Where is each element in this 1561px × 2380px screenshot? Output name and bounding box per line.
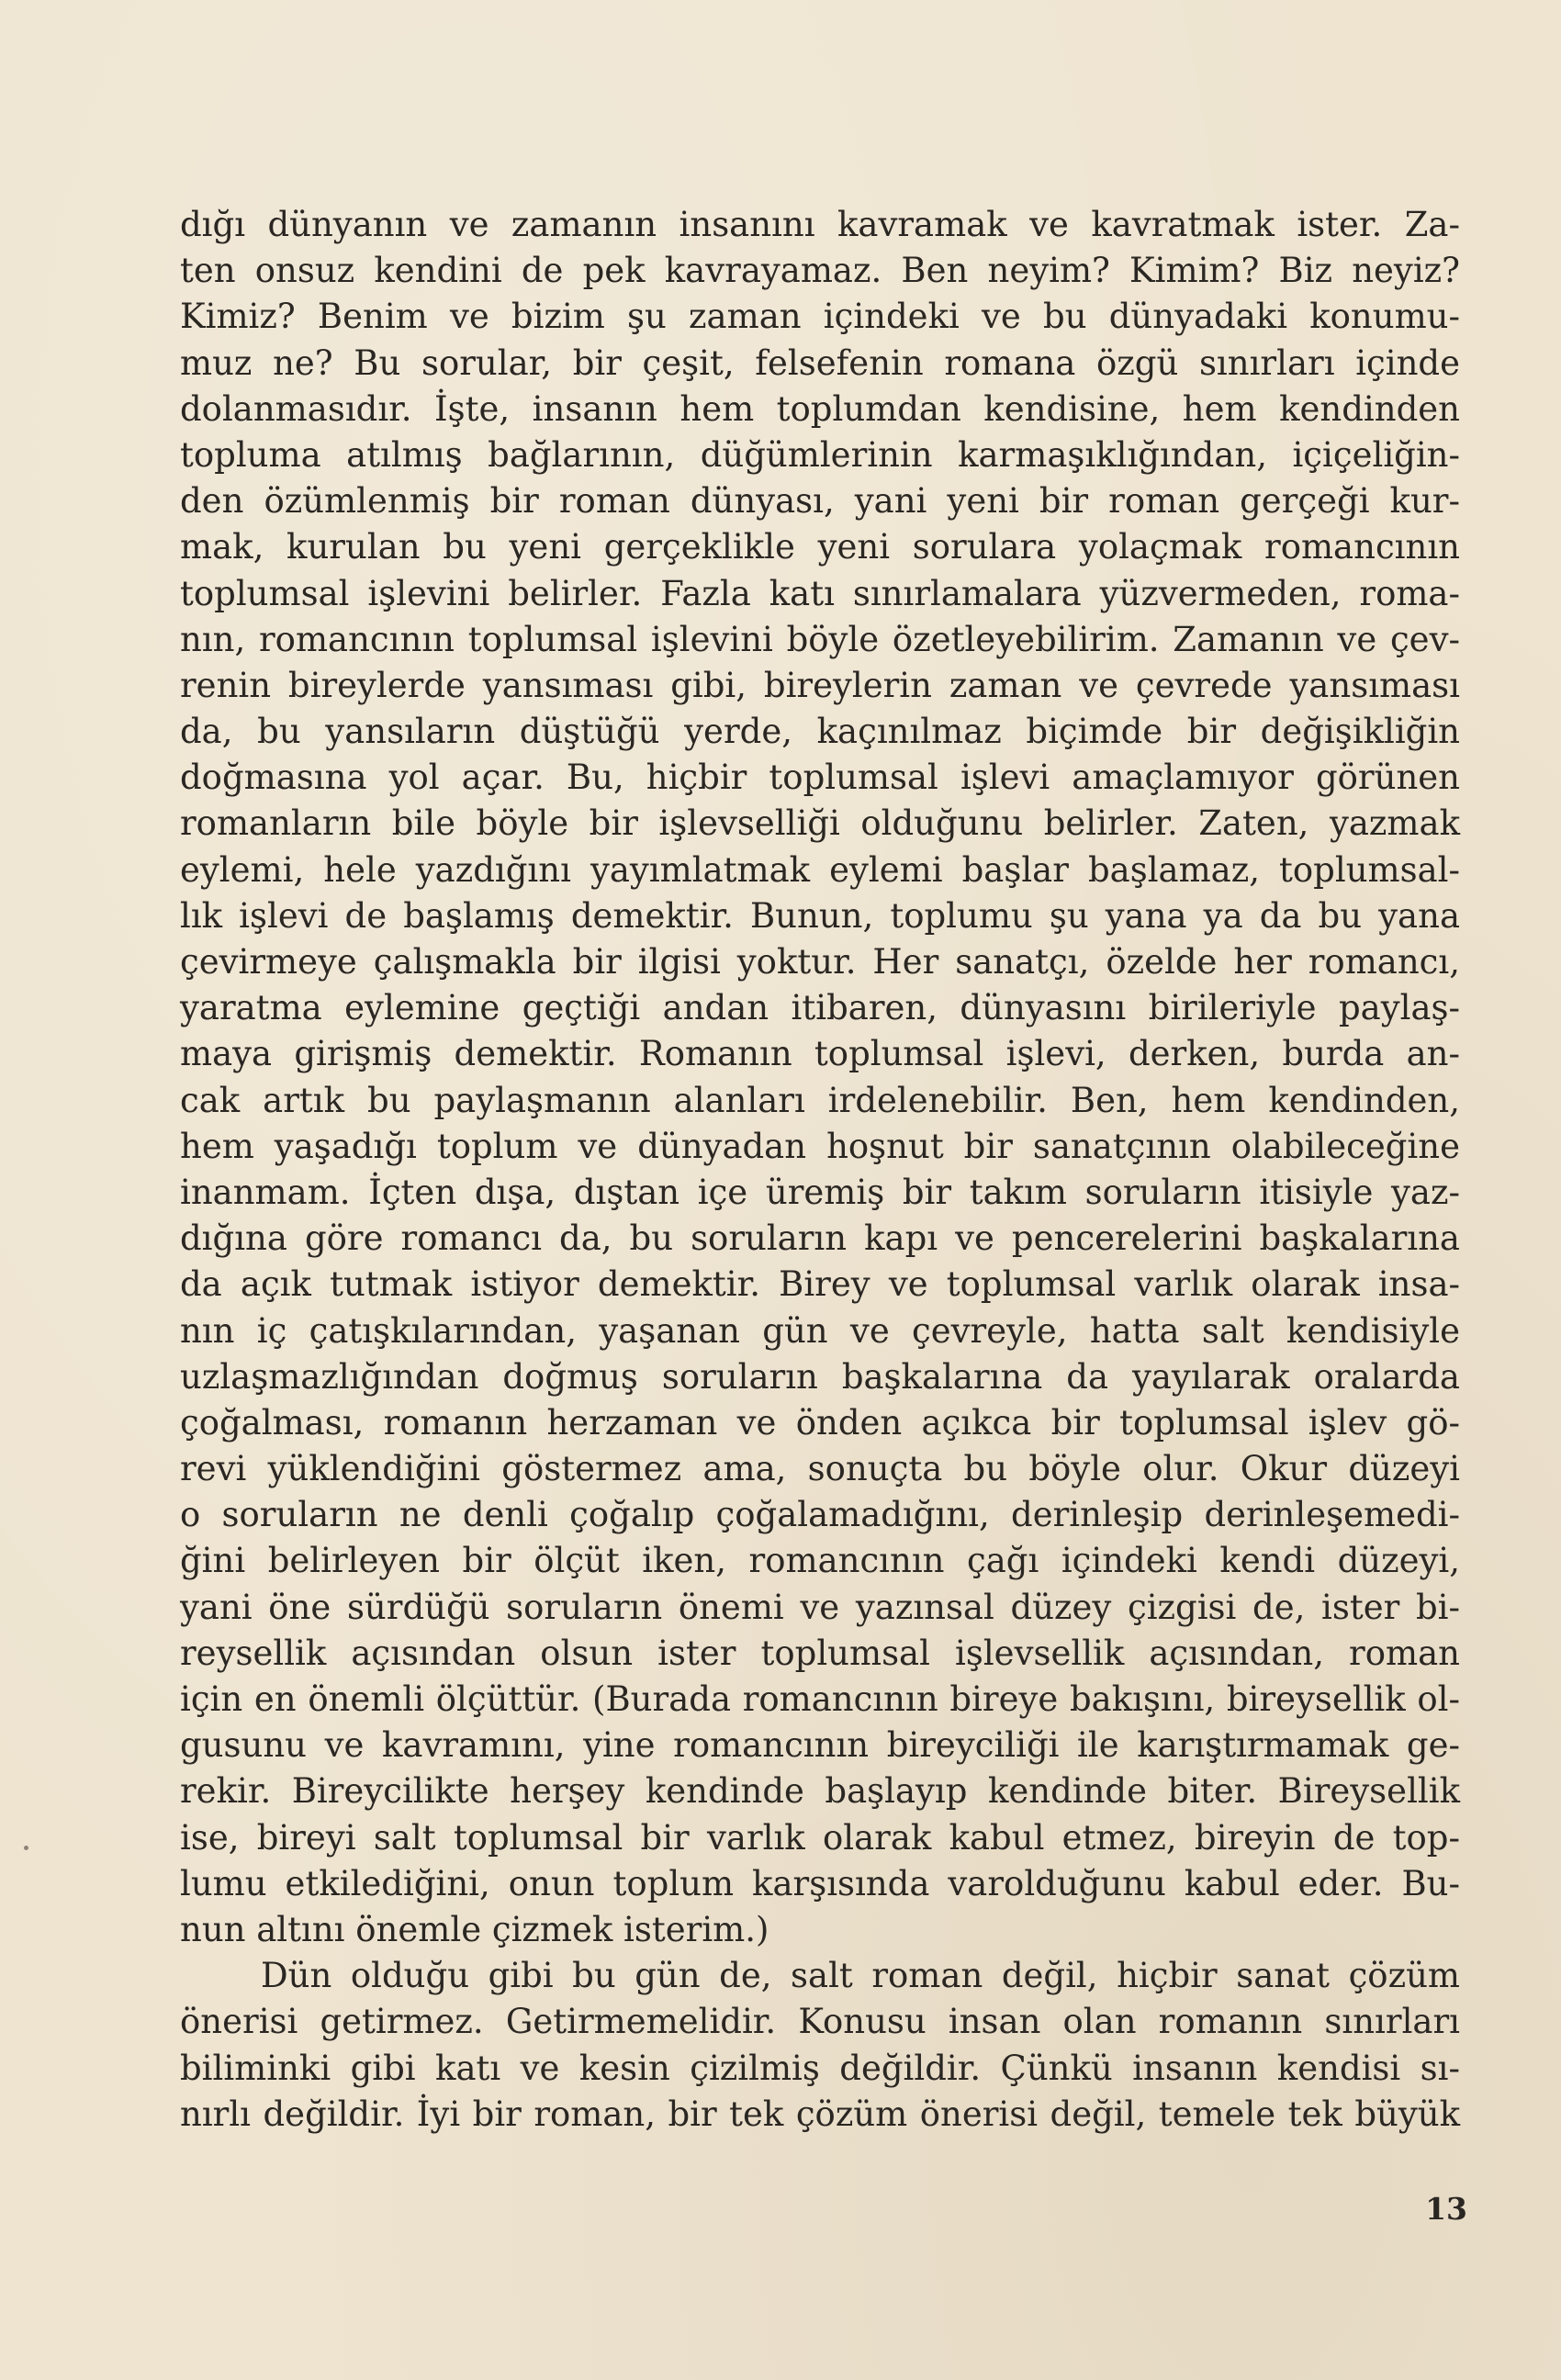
- text-line: Kimiz? Benim ve bizim şu zaman içindeki ve bu dünyadaki konumu-: [180, 297, 1460, 337]
- text-line: topluma atılmış bağlarının, düğümlerinin karmaşıklığından, içiçeliğin-: [180, 434, 1460, 475]
- text-line: da, bu yansıların düştüğü yerde, kaçınılmaz biçimde bir değişikliğin: [180, 712, 1460, 752]
- paragraph-start-line: Dün olduğu gibi bu gün de, salt roman değil, hiçbir sanat çözüm: [261, 1956, 1460, 1996]
- page-number: 13: [1425, 2191, 1467, 2227]
- text-line: uzlaşmazlığından doğmuş soruların başkalarına da yayılarak oralarda: [180, 1356, 1460, 1397]
- text-line: cak artık bu paylaşmanın alanları irdelenebilir. Ben, hem kendinden,: [180, 1080, 1460, 1120]
- text-line: önerisi getirmez. Getirmemelidir. Konusu insan olan romanın sınırları: [180, 2002, 1460, 2042]
- text-line: toplumsal işlevini belirler. Fazla katı sınırlamalara yüzvermeden, roma-: [180, 573, 1460, 613]
- text-line: maya girişmiş demektir. Romanın toplumsal işlevi, derken, burda an-: [180, 1034, 1460, 1074]
- text-line: mak, kurulan bu yeni gerçeklikle yeni sorulara yolaçmak romancının: [180, 527, 1460, 567]
- text-line: lık işlevi de başlamış demektir. Bunun, toplumu şu yana ya da bu yana: [180, 895, 1460, 936]
- text-line: den özümlenmiş bir roman dünyası, yani yeni bir roman gerçeği kur-: [180, 481, 1460, 522]
- text-line: muz ne? Bu sorular, bir çeşit, felsefenin romana özgü sınırları içinde: [180, 342, 1460, 383]
- text-line: doğmasına yol açar. Bu, hiçbir toplumsal işlevi amaçlamıyor görünen: [180, 758, 1460, 798]
- text-line: da açık tutmak istiyor demektir. Birey ve toplumsal varlık olarak insa-: [180, 1264, 1460, 1305]
- paragraph-end-line: nun altını önemle çizmek isterim.): [180, 1909, 769, 1949]
- text-line: gusunu ve kavramını, yine romancının bireyciliği ile karıştırmamak ge-: [180, 1725, 1460, 1766]
- paper-speck: [24, 1846, 28, 1850]
- text-line: dığına göre romancı da, bu soruların kapı ve pencerelerini başkalarına: [180, 1218, 1460, 1259]
- text-line: hem yaşadığı toplum ve dünyadan hoşnut bir sanatçının olabileceğine: [180, 1126, 1460, 1166]
- text-line: dolanmasıdır. İşte, insanın hem toplumdan kendisine, hem kendinden: [180, 388, 1460, 429]
- text-line: için en önemli ölçüttür. (Burada romancının bireye bakışını, bireysellik ol-: [180, 1679, 1460, 1719]
- text-line: nırlı değildir. İyi bir roman, bir tek çözüm önerisi değil, temele tek büyük: [180, 2094, 1460, 2134]
- text-line: yaratma eylemine geçtiği andan itibaren, dünyasını birileriyle paylaş-: [180, 988, 1460, 1028]
- text-line: biliminki gibi katı ve kesin çizilmiş değildir. Çünkü insanın kendisi sı-: [180, 2048, 1460, 2088]
- text-line: inanmam. İçten dışa, dıştan içe üremiş bir takım soruların itisiyle yaz-: [180, 1172, 1460, 1212]
- text-line: lumu etkilediğini, onun toplum karşısında varolduğunu kabul eder. Bu-: [180, 1863, 1460, 1903]
- text-line: nın iç çatışkılarından, yaşanan gün ve çevreyle, hatta salt kendisiyle: [180, 1310, 1460, 1351]
- text-line: nın, romancının toplumsal işlevini böyle özetleyebilirim. Zamanın ve çev-: [180, 619, 1460, 659]
- text-line: yani öne sürdüğü soruların önemi ve yazınsal düzey çizgisi de, ister bi-: [180, 1587, 1460, 1627]
- text-line: eylemi, hele yazdığını yayımlatmak eylemi başlar başlamaz, toplumsal-: [180, 849, 1460, 890]
- text-line: revi yüklendiğini göstermez ama, sonuçta bu böyle olur. Okur düzeyi: [180, 1449, 1460, 1489]
- text-line: reysellik açısından olsun ister toplumsal işlevsellik açısından, roman: [180, 1633, 1460, 1673]
- text-line: o soruların ne denli çoğalıp çoğalamadığını, derinleşip derinleşemedi-: [180, 1495, 1460, 1535]
- text-line: ten onsuz kendini de pek kavrayamaz. Ben neyim? Kimim? Biz neyiz?: [180, 251, 1460, 291]
- text-line: ise, bireyi salt toplumsal bir varlık olarak kabul etmez, bireyin de top-: [180, 1817, 1460, 1858]
- text-line: dığı dünyanın ve zamanın insanını kavramak ve kavratmak ister. Za-: [180, 205, 1460, 244]
- text-line: çevirmeye çalışmakla bir ilgisi yoktur. Her sanatçı, özelde her romancı,: [180, 942, 1460, 982]
- text-line: romanların bile böyle bir işlevselliği olduğunu belirler. Zaten, yazmak: [180, 803, 1460, 844]
- text-line: ğini belirleyen bir ölçüt iken, romancının çağı içindeki kendi düzeyi,: [180, 1541, 1460, 1581]
- text-line: rekir. Bireycilikte herşey kendinde başlayıp kendinde biter. Bireysellik: [180, 1771, 1460, 1812]
- text-line: çoğalması, romanın herzaman ve önden açıkca bir toplumsal işlev gö-: [180, 1402, 1460, 1443]
- text-line: renin bireylerde yansıması gibi, bireylerin zaman ve çevrede yansıması: [180, 665, 1460, 705]
- body-text: [180, 202, 1460, 2138]
